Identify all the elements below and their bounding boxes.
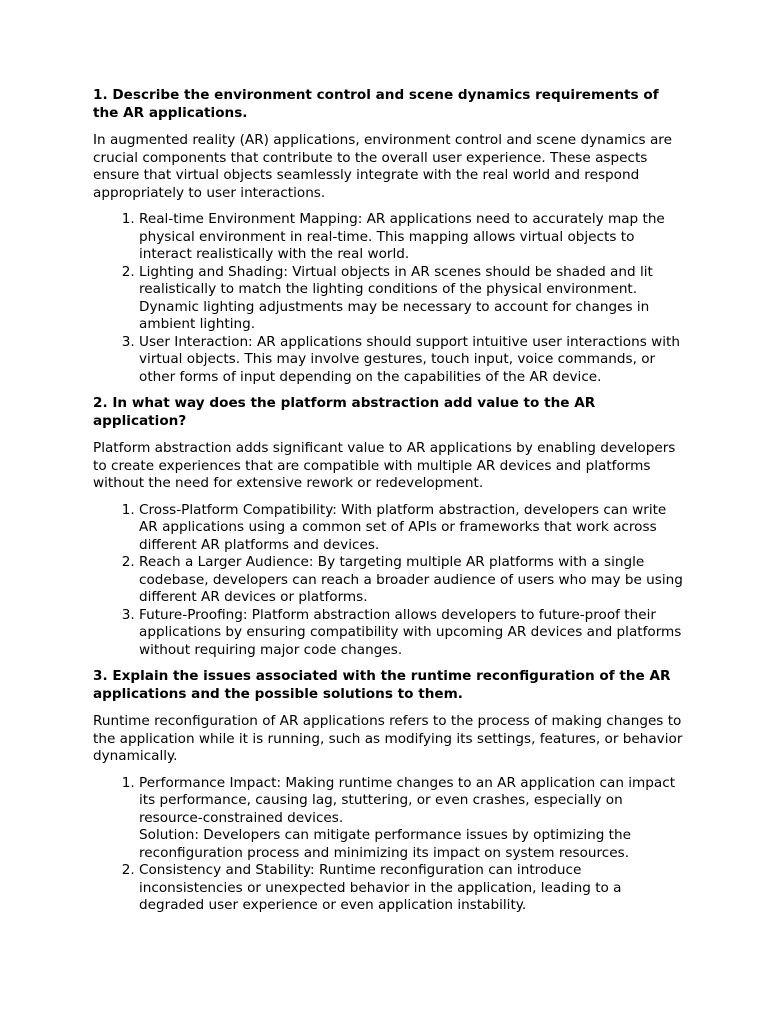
list-item: 3. User Interaction: AR applications should support intuitive user interactions with virtual objects. This may involve gestures, touch input, voice commands, or other forms of input depending on the capabilities of the AR device.	[139, 334, 683, 387]
list-item: 2. Consistency and Stability: Runtime reconfiguration can introduce inconsistencies or unexpected behavior in the application, leading to a degraded user experience or even application instability.	[139, 862, 683, 915]
section-3	[93, 667, 683, 915]
question-1-intro: In augmented reality (AR) applications, environment control and scene dynamics are crucial components that contribute to the overall user experience. These aspects ensure that virtual objects seamlessly integrate with the real world and respond appropriately to user interactions.	[93, 132, 672, 201]
section-2	[93, 394, 683, 659]
list-item: 1. Cross-Platform Compatibility: With platform abstraction, developers can write AR applications using a common set of APIs or frameworks that work across different AR platforms and devices.	[139, 502, 683, 555]
document-page	[93, 86, 683, 923]
list-item: 1. Real-time Environment Mapping: AR applications need to accurately map the physical environment in real-time. This mapping allows virtual objects to interact realistically with the real world.	[139, 211, 683, 264]
list-item: 3. Future-Proofing: Platform abstraction allows developers to future-proof their applications by ensuring compatibility with upcoming AR devices and platforms without requiring major code changes.	[139, 607, 683, 660]
list-item	[139, 775, 683, 863]
list-item: 2. Reach a Larger Audience: By targeting multiple AR platforms with a single codebase, developers can reach a broader audience of users who may be using different AR devices or platforms.	[139, 554, 683, 607]
question-2-intro: Platform abstraction adds significant value to AR applications by enabling developers to create experiences that are compatible with multiple AR devices and platforms without the need for extensive rework or redevelopment.	[93, 440, 676, 491]
question-2-title: 2. In what way does the platform abstraction add value to the AR application?	[93, 395, 596, 429]
list-item-solution: Solution: Developers can mitigate performance issues by optimizing the reconfiguration process and minimizing its impact on system resources.	[139, 827, 631, 861]
section-1	[93, 86, 683, 386]
question-2-list	[93, 502, 683, 660]
list-item: 2. Lighting and Shading: Virtual objects in AR scenes should be shaded and lit realistically to match the lighting conditions of the physical environment. Dynamic lighting adjustments may be necessary to account for changes in ambient lighting.	[139, 264, 683, 334]
question-3-intro: Runtime reconfiguration of AR applications refers to the process of making changes to the application while it is running, such as modifying its settings, features, or behavior dynamically.	[93, 713, 683, 764]
question-3-list	[93, 775, 683, 915]
list-item-text: Performance Impact: Making runtime changes to an AR application can impact its performance, causing lag, stuttering, or even crashes, especially on resource-constrained devices.	[139, 774, 676, 826]
question-3-title: 3. Explain the issues associated with the runtime reconfiguration of the AR applications and the possible solutions to them.	[93, 668, 671, 702]
question-1-title: 1. Describe the environment control and scene dynamics requirements of the AR applications.	[93, 87, 659, 121]
question-1-list	[93, 211, 683, 386]
